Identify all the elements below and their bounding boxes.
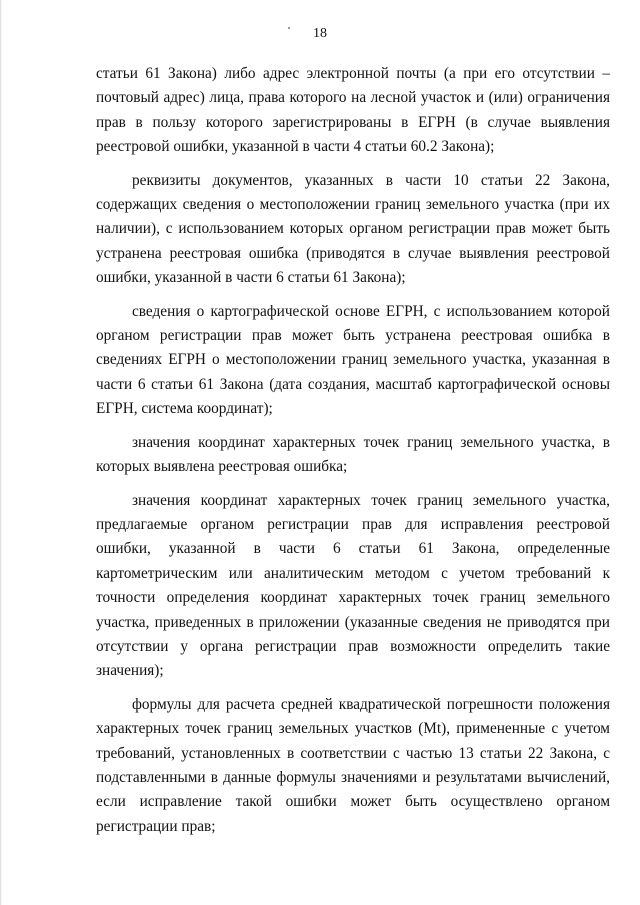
- page-edge-shadow: [0, 0, 2, 905]
- paragraph-proposed-coordinates: значения координат характерных точек границ земельного участка, предлагаемые органом регистрации прав для исправления реестровой ошибки, указанной в части 6 статьи 61 Закона, определенные картометрическим или аналитическим методом с учетом требований к точности определения координат характерных точек границ земельного участка, приведенных в приложении (указанные сведения не приводятся при отсутствии у органа регистрации прав возможности определить такие значения);: [96, 491, 610, 680]
- paragraph-cartographic-basis: сведения о картографической основе ЕГРН, с использованием которой органом регистрации прав может быть устранена реестровая ошибка в сведениях ЕГРН о местоположении границ земельного участка, указанная в части 6 статьи 61 Закона (дата создания, масштаб картографической основы ЕГРН, система координат);: [96, 302, 610, 418]
- paragraph-continuation: статьи 61 Закона) либо адрес электронной почты (а при его отсутствии – почтовый адрес) лица, права которого на лесной участок и (или) ограничения прав в пользу которого зарегистрированы в ЕГРН (в случае выявления реестровой ошибки, указанной в части 4 статьи 60.2 Закона);: [96, 65, 610, 156]
- paragraph-erroneous-coordinates: значения координат характерных точек границ земельного участка, в которых выявлена реестровая ошибка;: [96, 433, 610, 476]
- document-body: [96, 62, 610, 848]
- paragraph-error-formulas: формулы для расчета средней квадратической погрешности положения характерных точек границ земельных участков (Mt), примененные с учетом требований, установленных в соответствии с частью 13 статьи 22 Закона, с подставленными в данные формулы значениями и результатами вычислений, если исправление такой ошибки может быть осуществлено органом регистрации прав;: [96, 695, 610, 835]
- paragraph-document-requisites: реквизиты документов, указанных в части 10 статьи 22 Закона, содержащих сведения о местоположении границ земельного участка (при их наличии), с использованием которых органом регистрации прав может быть устранена реестровая ошибка (приводятся в случае выявления реестровой ошибки, указанной в части 6 статьи 61 Закона);: [96, 171, 610, 287]
- page-number: 18: [313, 26, 327, 41]
